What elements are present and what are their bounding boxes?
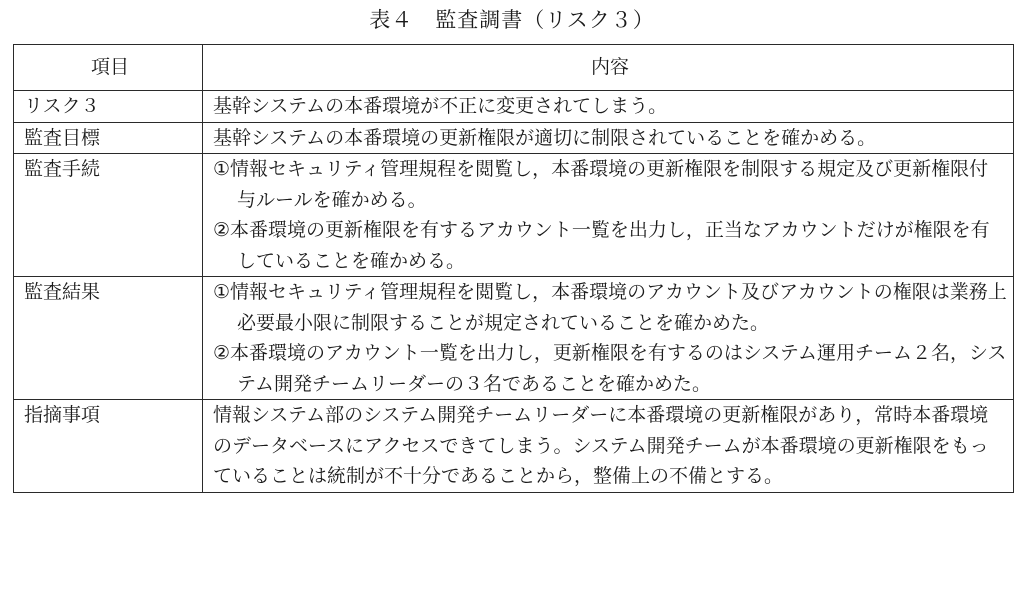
row-risk3-content [203,91,1014,123]
row-audit-objective-content [203,122,1014,154]
content-paragraph: 基幹システムの本番環境が不正に変更されてしまう。 [213,95,668,117]
table-row [14,122,1014,154]
content-paragraph: ②本番環境のアカウント一覧を出力し，更新権限を有するのはシステム運用チーム２名，システム開発チームリーダーの３名であることを確かめた。 [213,342,1007,395]
table-caption: 表４ 監査調書（リスク３） [369,8,655,32]
row-audit-procedure-item: 監査手続 [14,154,203,277]
table-row [14,400,1014,493]
table-header-row [14,45,1014,91]
audit-table [13,44,1014,493]
content-paragraph: ②本番環境の更新権限を有するアカウント一覧を出力し，正当なアカウントだけが権限を有していることを確かめる。 [213,219,990,272]
row-audit-procedure-content [203,154,1014,277]
content-paragraph: 情報システム部のシステム開発チームリーダーに本番環境の更新権限があり，常時本番環境のデータベースにアクセスできてしまう。システム開発チームが本番環境の更新権限をもっていることは統制が不十分であることから，整備上の不備とする。 [213,404,989,487]
table-row [14,91,1014,123]
row-risk3-item: リスク３ [14,91,203,123]
content-paragraph: 基幹システムの本番環境の更新権限が適切に制限されていることを確かめる。 [213,126,877,149]
row-audit-objective-item: 監査目標 [14,122,203,154]
table-row [14,277,1014,400]
header-item: 項目 [14,45,203,91]
content-paragraph: ①情報セキュリティ管理規程を閲覧し，本番環境の更新権限を制限する規定及び更新権限付与ルールを確かめる。 [213,158,989,211]
row-findings-item: 指摘事項 [14,400,203,493]
row-audit-result-item: 監査結果 [14,277,203,400]
content-paragraph: ①情報セキュリティ管理規程を閲覧し，本番環境のアカウント及びアカウントの権限は業務上必要最小限に制限することが規定されていることを確かめた。 [213,281,1007,334]
row-audit-result-content [203,277,1014,400]
header-content: 内容 [203,45,1014,91]
row-findings-content [203,400,1014,493]
table-row [14,154,1014,277]
